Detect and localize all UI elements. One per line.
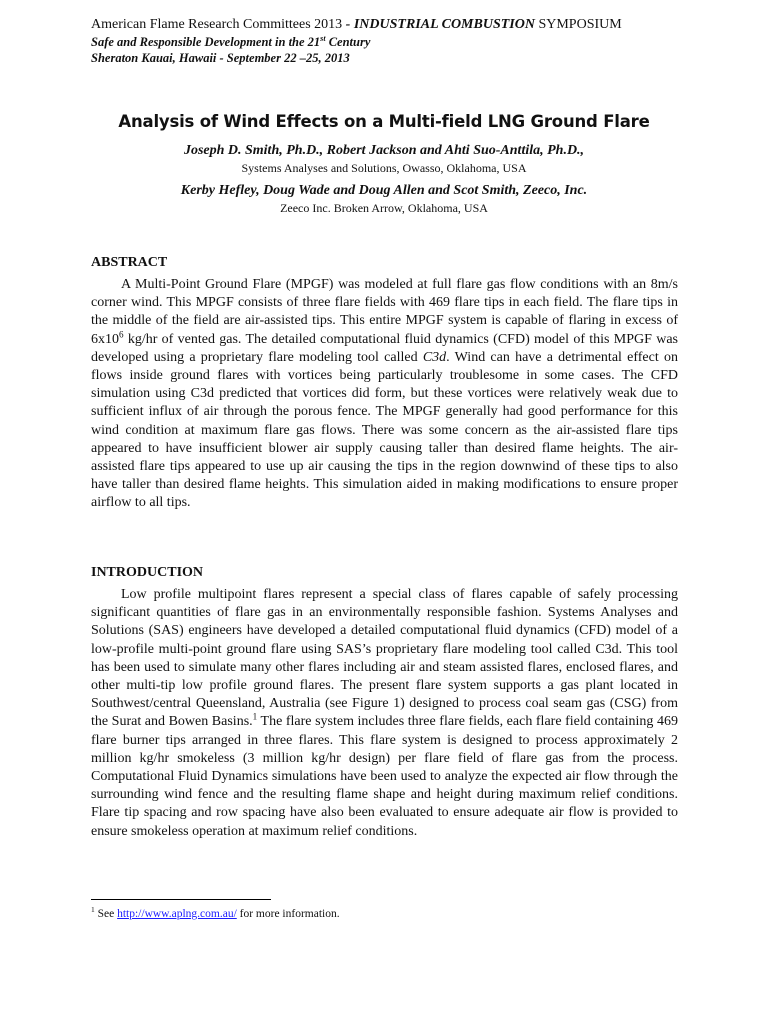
introduction-body: Low profile multipoint flares represent a special class of flares capable of safely processing significant quantities of flare gas in an environmentally responsible fashion. Systems Analyses and Solutions (SAS) engineers have developed a detailed computational fluid dynamics (CFD) model of a low-profile multi-point ground flare using SAS’s proprietary flare modeling tool called C3d. This tool has been used to simulate many other flares including air and steam assisted flares, enclosed flares, and other multi-tip low profile ground flares. The present flare system supports a gas plant located in Southwest/central Queensland, Australia (see Figure 1) designed to process coal seam gas (CSG) from the Surat and Bowen Basins.$^1$ The flare system includes three flare fields, each flare field containing 469 flare burner tips arranged in three flares. This flare system is designed to process approximately 2 million kg/hr smokeless (3 million kg/hr design) per flare field of flare gas from the process. Computational Fluid Dynamics simulations have been used to analyze the expected air flow through the surrounding wind fence and the resulting flame shape and height during maximum relief conditions. Flare tip spacing and row spacing have also been evaluated to ensure adequate air flow is provided to ensure smokeless operation at maximum relief conditions.	[91, 587, 678, 839]
header-line-1: American Flame Research Committees 2013 - INDUSTRIAL COMBUSTION SYMPOSIUM	[91, 17, 622, 32]
introduction-heading: INTRODUCTION	[91, 565, 204, 580]
footnote-separator	[91, 899, 271, 900]
header-line-3: Sheraton Kauai, Hawaii - September 22 –25, 2013	[91, 51, 350, 65]
author-line-1: Joseph D. Smith, Ph.D., Robert Jackson and Ahti Suo-Anttila, Ph.D.,	[183, 143, 585, 158]
running-header	[91, 16, 691, 66]
symposium-name: INDUSTRIAL COMBUSTION	[353, 17, 535, 32]
abstract-body: A Multi-Point Ground Flare (MPGF) was modeled at full flare gas flow conditions with an 8m/s corner wind. This MPGF consists of three flare fields with 469 flare tips in each field. The flare tips in the middle of the field are air-assisted tips. This entire MPGF system is capable of flaring in excess of $6x10^6$ kg/hr of vented gas. The detailed computational fluid dynamics (CFD) model of this MPGF was developed using a proprietary flare modeling tool called C3d. Wind can have a detrimental effect on flows inside ground flares with vortices being particularly troublesome in some cases. The CFD simulation using C3d predicted that vortices did form, but these vortices were relatively weak due to sufficient influx of air through the porous fence. The MPGF generally had good performance for this wind condition at maximum flare gas flows. There was some concern as the air-assisted flare tips appeared to have insufficient blower air supply causing taller than desired flame heights. The air-assisted flare tips appeared to use up air causing the tips in the region downwind of these tips to also have taller than desired flame heights. This simulation aided in making modifications to ensure proper airflow to all tips.	[91, 277, 678, 511]
abstract-heading: ABSTRACT	[91, 255, 168, 270]
affiliation-2: Zeeco Inc. Broken Arrow, Oklahoma, USA	[280, 201, 488, 215]
author-line-2: Kerby Hefley, Doug Wade and Doug Allen and Scot Smith, Zeeco, Inc.	[180, 183, 588, 198]
footnote: $^1$ See http://www.aplng.com.au/ for more information.	[91, 905, 340, 920]
conference-name: American Flame Research Committees 2013	[91, 17, 343, 32]
affiliation-1: Systems Analyses and Solutions, Owasso, Oklahoma, USA	[241, 161, 527, 175]
footnote-link[interactable]: http://www.aplng.com.au/	[117, 908, 237, 920]
paper-title: Analysis of Wind Effects on a Multi-field LNG Ground Flare	[118, 112, 650, 131]
header-line-2: Safe and Responsible Development in the 21st Century	[91, 33, 371, 49]
